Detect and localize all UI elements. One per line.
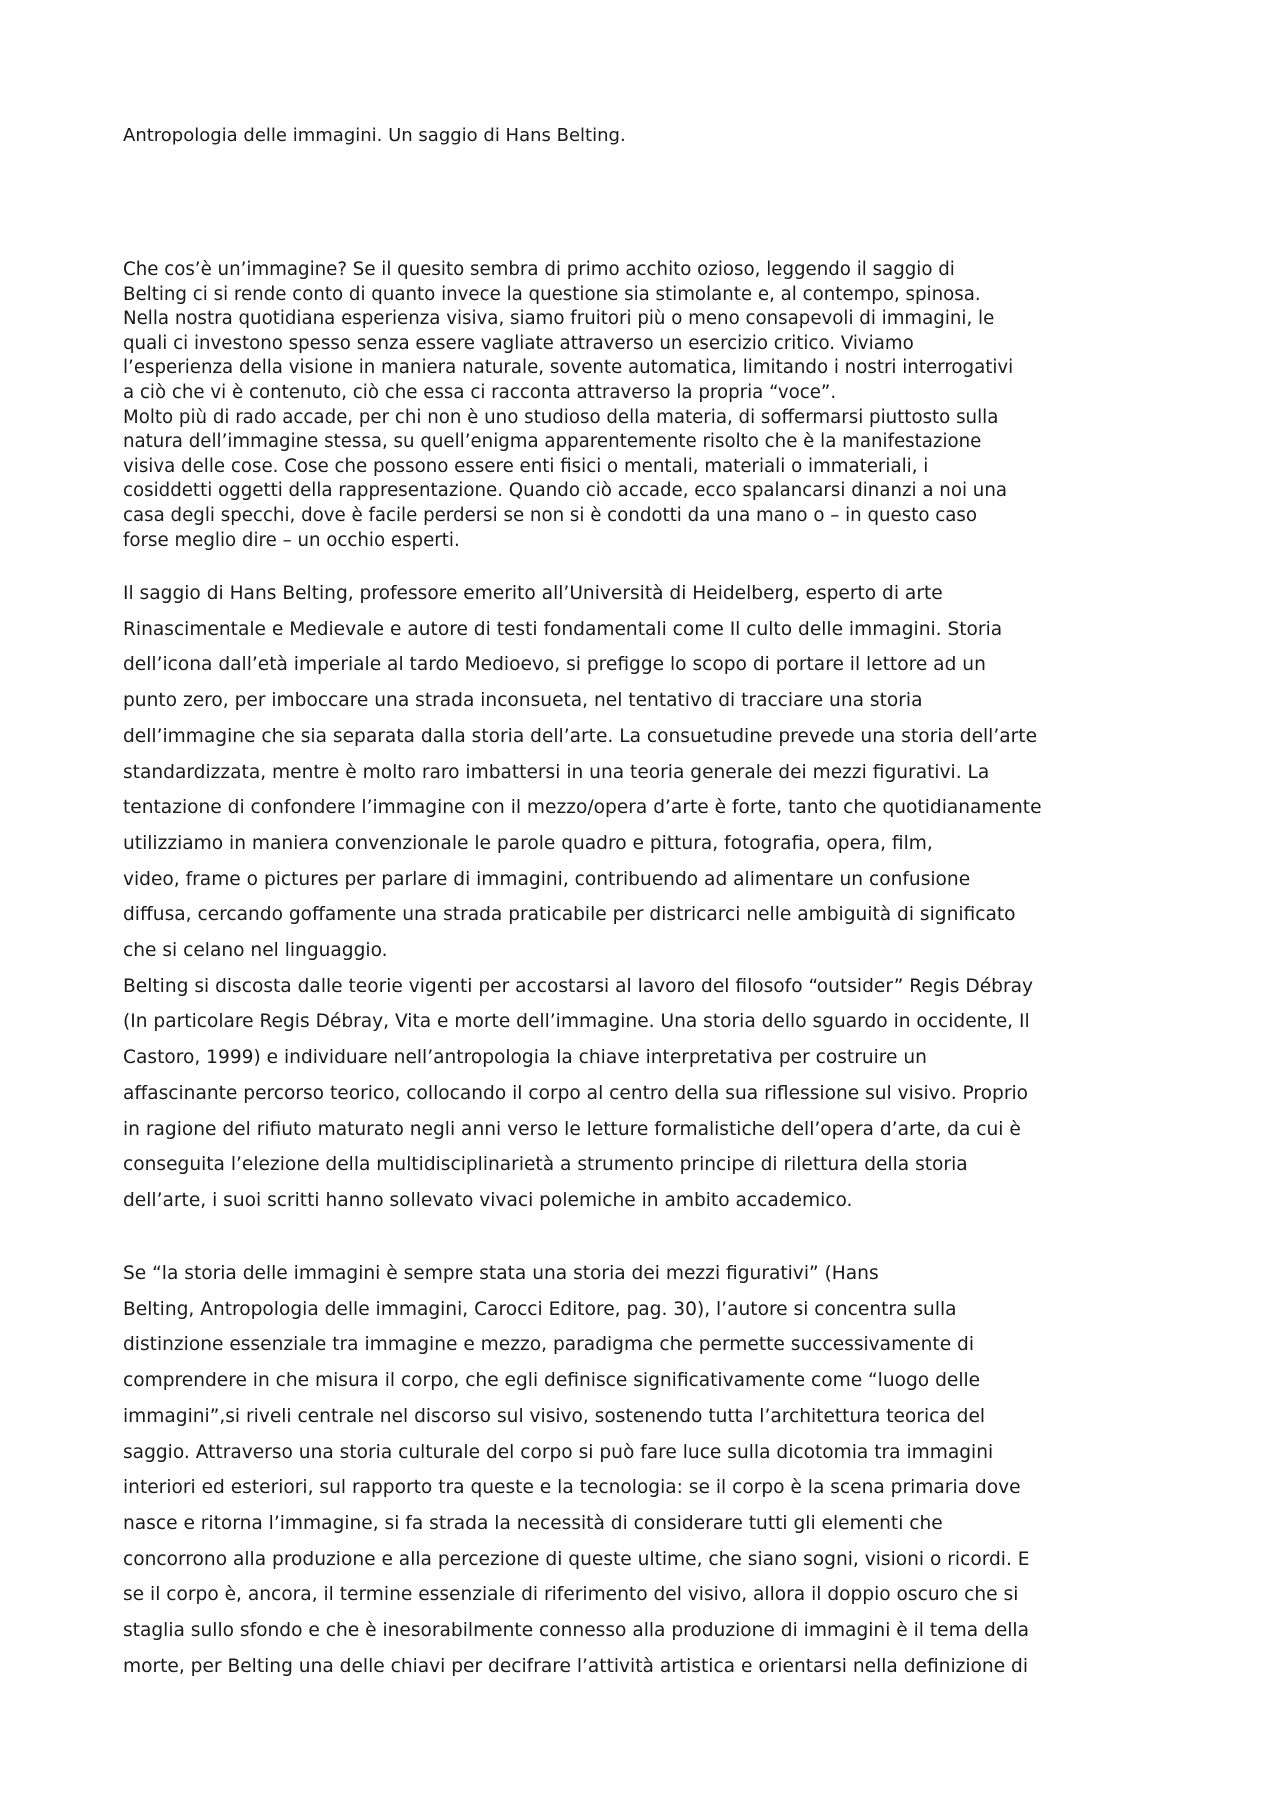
document-title: Antropologia delle immagini. Un saggio di Hans Belting. <box>123 125 626 146</box>
text-line: immagini”,si riveli centrale nel discorso sul visivo, sostenendo tutta l’architettura teorica del <box>123 1405 986 1427</box>
text-line: l’esperienza della visione in maniera naturale, sovente automatica, limitando i nostri interrogativi <box>123 357 1014 379</box>
text-line: utilizziamo in maniera convenzionale le parole quadro e pittura, fotografia, opera, film, <box>123 832 933 854</box>
text-line: saggio. Attraverso una storia culturale del corpo si può fare luce sulla dicotomia tra immagini <box>123 1441 994 1463</box>
text-line: nasce e ritorna l’immagine, si fa strada la necessità di considerare tutti gli elementi che <box>123 1512 943 1534</box>
text-line: Belting si discosta dalle teorie vigenti per accostarsi al lavoro del filosofo “outsider” Regis Débray <box>123 975 1034 997</box>
paragraph-3 <box>123 1256 1030 1684</box>
text-line: visiva delle cose. Cose che possono essere enti fisici o mentali, materiali o immateriali, i <box>123 455 929 477</box>
text-line: se il corpo è, ancora, il termine essenziale di riferimento del visivo, allora il doppio oscuro che si <box>123 1584 1019 1606</box>
text-line: punto zero, per imboccare una strada inconsueta, nel tentativo di tracciare una storia <box>123 690 923 712</box>
text-line: standardizzata, mentre è molto raro imbattersi in una teoria generale dei mezzi figurativi. La <box>123 761 990 783</box>
text-line: Castoro, 1999) e individuare nell’antropologia la chiave interpretativa per costruire un <box>123 1047 927 1069</box>
paragraph-1 <box>123 258 1013 553</box>
text-line: interiori ed esteriori, sul rapporto tra queste e la tecnologia: se il corpo è la scena primaria dove <box>123 1477 1021 1499</box>
text-line: Molto più di rado accade, per chi non è uno studioso della materia, di soffermarsi piuttosto sulla <box>123 406 999 428</box>
text-line: Nella nostra quotidiana esperienza visiva, siamo fruitori più o meno consapevoli di immagini, le <box>123 308 995 330</box>
text-line: affascinante percorso teorico, collocando il corpo al centro della sua riflessione sul visivo. Proprio <box>123 1082 1029 1104</box>
text-line: dell’arte, i suoi scritti hanno sollevato vivaci polemiche in ambito accademico. <box>123 1189 853 1211</box>
text-line: Se “la storia delle immagini è sempre stata una storia dei mezzi figurativi” (Hans <box>123 1263 879 1284</box>
text-line: diffusa, cercando goffamente una strada praticabile per districarci nelle ambiguità di significato <box>123 904 1016 926</box>
text-line: cosiddetti oggetti della rappresentazione. Quando ciò accade, ecco spalancarsi dinanzi a noi una <box>123 480 1007 502</box>
text-line: forse meglio dire – un occhio esperti. <box>123 529 460 551</box>
text-line: quali ci investono spesso senza essere vagliate attraverso un esercizio critico. Viviamo <box>123 332 914 354</box>
text-line: casa degli specchi, dove è facile perdersi se non si è condotti da una mano o – in questo caso <box>123 504 978 526</box>
text-line: staglia sullo sfondo e che è inesorabilmente connesso alla produzione di immagini è il tema della <box>123 1620 1029 1642</box>
text-line: conseguita l’elezione della multidisciplinarietà a strumento principe di rilettura della storia <box>123 1154 968 1176</box>
text-line: natura dell’immagine stessa, su quell’enigma apparentemente risolto che è la manifestazione <box>123 431 982 453</box>
text-line: Belting, Antropologia delle immagini, Carocci Editore, pag. 30), l’autore si concentra sulla <box>123 1298 957 1320</box>
text-line: Il saggio di Hans Belting, professore emerito all’Università di Heidelberg, esperto di arte <box>123 583 943 604</box>
text-line: dell’immagine che sia separata dalla storia dell’arte. La consuetudine prevede una storia dell’arte <box>123 725 1038 747</box>
text-line: (In particolare Regis Débray, Vita e morte dell’immagine. Una storia dello sguardo in occidente, Il <box>123 1011 1030 1033</box>
text-line: Che cos’è un’immagine? Se il quesito sembra di primo acchito ozioso, leggendo il saggio di <box>123 259 955 280</box>
text-line: morte, per Belting una delle chiavi per decifrare l’attività artistica e orientarsi nella definizione di <box>123 1655 1029 1677</box>
paragraph-2 <box>123 576 1042 1219</box>
text-line: video, frame o pictures per parlare di immagini, contribuendo ad alimentare un confusione <box>123 868 971 890</box>
text-line: comprendere in che misura il corpo, che egli definisce significativamente come “luogo delle <box>123 1370 981 1392</box>
text-line: Rinascimentale e Medievale e autore di testi fondamentali come Il culto delle immagini. Storia <box>123 618 1003 640</box>
text-line: tentazione di confondere l’immagine con il mezzo/opera d’arte è forte, tanto che quotidianamente <box>123 797 1042 819</box>
text-line: che si celano nel linguaggio. <box>123 940 388 962</box>
text-line: distinzione essenziale tra immagine e mezzo, paradigma che permette successivamente di <box>123 1334 975 1356</box>
text-line: a ciò che vi è contenuto, ciò che essa ci racconta attraverso la propria “voce”. <box>123 381 837 403</box>
text-line: in ragione del rifiuto maturato negli anni verso le letture formalistiche dell’opera d’arte, da cui è <box>123 1118 1021 1140</box>
text-line: concorrono alla produzione e alla percezione di queste ultime, che siano sogni, visioni o ricordi. E <box>123 1548 1030 1570</box>
text-line: Belting ci si rende conto di quanto invece la questione sia stimolante e, al contempo, spinosa. <box>123 283 981 305</box>
text-line: dell’icona dall’età imperiale al tardo Medioevo, si prefigge lo scopo di portare il lettore ad un <box>123 654 986 676</box>
